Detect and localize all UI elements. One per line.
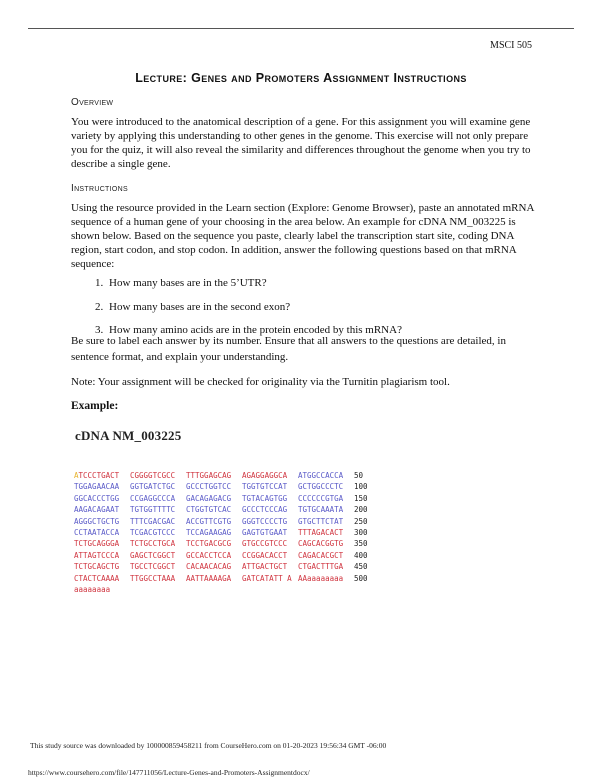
sequence-chunk: AATTAAAAGA (186, 573, 232, 583)
sequence-chunk: GAGCTCGGCT (130, 550, 176, 560)
sequence-position: 200 (354, 505, 368, 515)
sequence-chunk: ATTAGTCCCA (74, 550, 120, 560)
sequence-chunk: TTGGCCTAAA (130, 573, 176, 583)
sequence-chunk: GCCACCTCCA (186, 550, 232, 560)
question-item: 1. How many bases are in the 5’UTR? (106, 276, 546, 290)
sequence-chunk: GGTGATCTGC (130, 482, 176, 492)
sequence-chunk: ATCCCTGACT (74, 471, 120, 480)
sequence-chunk: TTTCGACGAC (130, 516, 176, 526)
sequence-chunk: CTGACTTTGA (298, 562, 344, 572)
sequence-row (74, 584, 394, 595)
sequence-chunk: TGCCTCGGCT (130, 562, 176, 572)
sequence-position (354, 584, 394, 595)
sequence-chunk: AGAGGAGGCA (242, 471, 288, 480)
sequence-chunk: GGGTCCCCTG (242, 516, 288, 526)
sequence-chunk: GCCCTCCCAG (242, 505, 288, 515)
overview-text: You were introduced to the anatomical description of a gene. For this assignment you will examine gene variety by applying this understanding to other genes in the genome. This exercise will not only prepare you for the quiz, it will also reveal the similarity and differences throughout the genome when you try to describe a single gene. (71, 116, 531, 170)
sequence-row (74, 550, 394, 561)
sequence-row (74, 504, 394, 515)
sequence-chunk: CAGACACGCT (298, 550, 344, 560)
sequence-chunk: CCCCCCGTGA (298, 493, 344, 503)
sequence-chunk: GCTGGCCCTC (298, 482, 344, 492)
sequence-chunk: GAGTGTGAAT (242, 528, 288, 538)
instructions-text: Using the resource provided in the Learn section (Explore: Genome Browser), paste an annotated mRNA sequence of a human gene of your choosing in the area below. An example for cDNA NM_003225 is shown below. Based on the sequence you paste, clearly label the transcription start site, coding DNA region, start codon, and stop codon. In addition, answer the following questions based on that mRNA sequence: (71, 202, 534, 270)
sequence-chunk: TGGAGAACAA (74, 482, 120, 492)
sequence-chunk: TCGACGTCCC (130, 528, 176, 538)
cdna-label: cDNA NM_003225 (75, 428, 182, 443)
sequence-chunk (186, 584, 242, 595)
sequence-chunk: GTGCCGTCCC (242, 539, 288, 549)
sequence-chunk: aaaaaaaa (74, 585, 111, 595)
top-divider (28, 28, 574, 29)
sequence-position: 50 (354, 471, 364, 480)
overview-heading: Overview (71, 97, 114, 108)
question-item: 2. How many bases are in the second exon? (106, 300, 546, 314)
sequence-position: 300 (354, 528, 368, 538)
sequence-chunk: ACCGTTCGTG (186, 516, 232, 526)
sequence-position: 150 (354, 493, 368, 503)
sequence-chunk: CCGAGGCCCA (130, 493, 176, 503)
sequence-chunk: TGTGGTTTTC (130, 505, 176, 515)
sequence-row (74, 538, 394, 549)
sequence-chunk: CCGGACACCT (242, 550, 288, 560)
sequence-row (74, 516, 394, 527)
sequence-position: 500 (354, 573, 368, 583)
sequence-row (74, 573, 394, 584)
sequence-chunk: AAGACAGAAT (74, 505, 120, 515)
label-note: Be sure to label each answer by its number. Ensure that all answers to the questions are detailed, in sentence format, and explain your understanding. (71, 335, 506, 363)
sequence-chunk: ATTGACTGCT (242, 562, 288, 572)
sequence-position: 250 (354, 516, 368, 526)
sequence-chunk (242, 584, 298, 595)
sequence-position: 400 (354, 550, 368, 560)
sequence-chunk: TCCTGACGCG (186, 539, 232, 549)
sequence-row (74, 527, 394, 538)
example-label: Example: (71, 400, 119, 412)
sequence-row (74, 470, 394, 481)
sequence-chunk (298, 584, 354, 595)
instructions-heading: Instructions (71, 183, 128, 194)
sequence-chunk: CTGGTGTCAC (186, 505, 232, 515)
sequence-chunk: TGGTGTCCAT (242, 482, 288, 492)
sequence-chunk: TTTGGAGCAG (186, 471, 232, 480)
sequence-row (74, 481, 394, 492)
sequence-chunk: TGTGCAAATA (298, 505, 344, 515)
sequence-chunk: GGCACCCTGG (74, 493, 120, 503)
sequence-chunk: TCTGCAGGGA (74, 539, 120, 549)
sequence-chunk: CAGCACGGTG (298, 539, 344, 549)
source-url[interactable]: https://www.coursehero.com/file/147711056/Lecture-Genes-and-Promoters-Assignmentdocx/ (28, 768, 310, 777)
sequence-chunk: CCTAATACCA (74, 528, 120, 538)
sequence-chunk: CTACTCAAAA (74, 573, 120, 583)
sequence-row (74, 561, 394, 572)
sequence-chunk: TGTACAGTGG (242, 493, 288, 503)
sequence-chunk: TCCAGAAGAG (186, 528, 232, 538)
sequence-chunk: TCTGCAGCTG (74, 562, 120, 572)
sequence-chunk: CGGGGTCGCC (130, 471, 176, 480)
sequence-chunk: AGGGCTGCTG (74, 516, 120, 526)
sequence-chunk: GCCCTGGTCC (186, 482, 232, 492)
sequence-chunk: CACAACACAG (186, 562, 232, 572)
course-code: MSCI 505 (490, 40, 532, 51)
sequence-chunk (130, 584, 186, 595)
sequence-row (74, 493, 394, 504)
download-notice: This study source was downloaded by 100000859458211 from CourseHero.com on 01-20-2023 19:56:34 GMT -06:00 (30, 741, 387, 750)
sequence-chunk: GTGCTTCTAT (298, 516, 344, 526)
page-title: Lecture: Genes and Promoters Assignment Instructions (135, 71, 467, 85)
sequence-position: 350 (354, 539, 368, 549)
sequence-chunk: AAaaaaaaaa (298, 573, 344, 583)
sequence-chunk: GACAGAGACG (186, 493, 232, 503)
sequence-chunk: ATGGCCACCA (298, 471, 344, 480)
sequence-chunk: TCTGCCTGCA (130, 539, 176, 549)
sequence-position: 100 (354, 482, 368, 492)
sequence-chunk: TTTAGACACT (298, 528, 344, 538)
sequence-chunk: GATCATATT A (242, 573, 292, 583)
sequence-position: 450 (354, 562, 368, 572)
question-item: 3. How many amino acids are in the protein encoded by this mRNA? (106, 323, 546, 337)
sequence-block (74, 470, 394, 595)
originality-note: Note: Your assignment will be checked for originality via the Turnitin plagiarism tool. (71, 376, 450, 388)
